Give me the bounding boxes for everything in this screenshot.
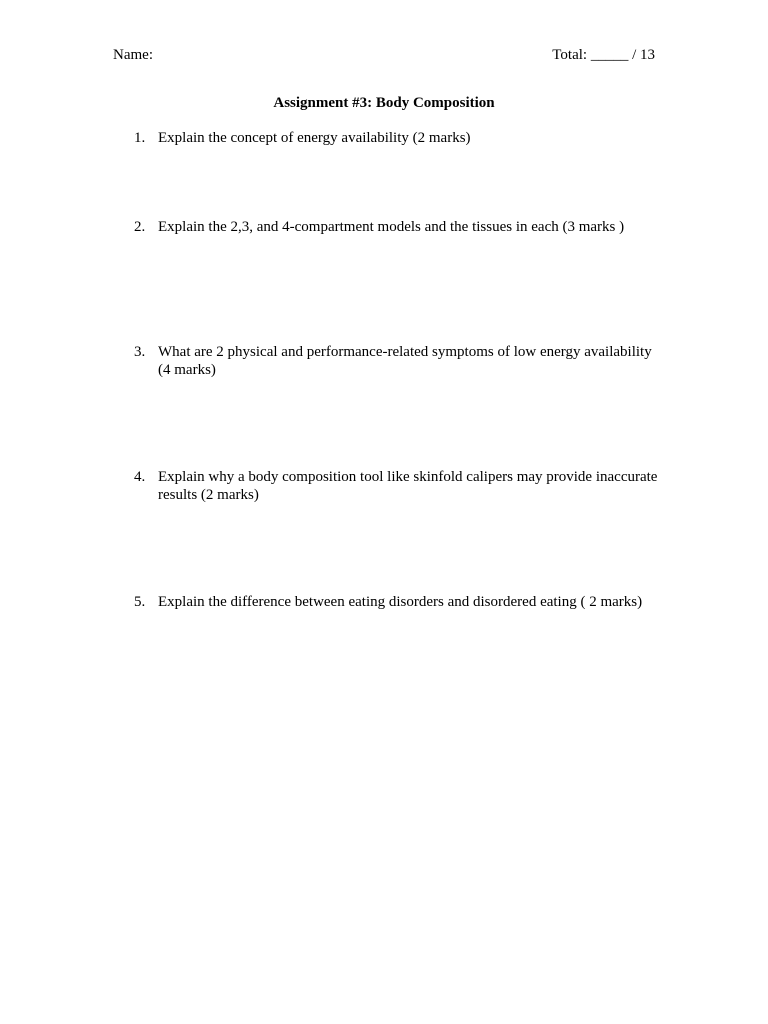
- assignment-title: Assignment #3: Body Composition: [273, 95, 495, 111]
- question-text: Explain the difference between eating disorders and disordered eating ( 2 marks): [158, 594, 643, 610]
- question-text: What are 2 physical and performance-related symptoms of low energy availability (4 marks): [158, 344, 652, 378]
- question-number: 4.: [134, 469, 146, 485]
- question-number: 3.: [134, 344, 146, 360]
- question-text: Explain why a body composition tool like skinfold calipers may provide inaccurate results (2 marks): [158, 469, 658, 503]
- name-label: Name:: [113, 47, 153, 63]
- total-label: Total: _____ / 13: [552, 47, 655, 63]
- question-text: Explain the concept of energy availability (2 marks): [158, 130, 471, 146]
- question-number: 1.: [134, 130, 146, 146]
- question-number: 2.: [134, 219, 146, 235]
- question-number: 5.: [134, 594, 146, 610]
- question-text: Explain the 2,3, and 4-compartment models and the tissues in each (3 marks ): [158, 219, 625, 235]
